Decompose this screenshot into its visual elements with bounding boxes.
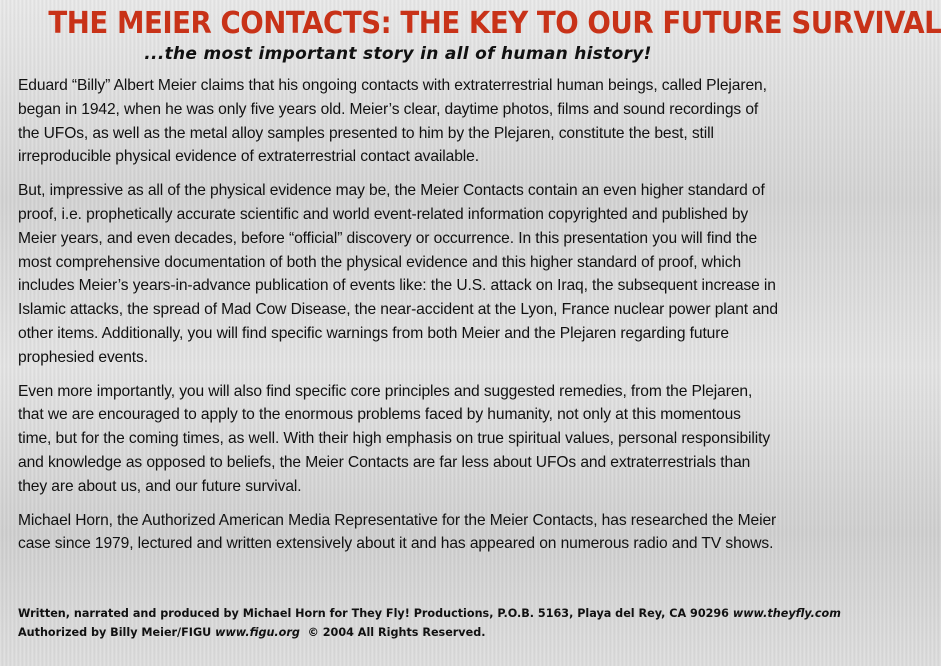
theyfly-link[interactable]: www.theyfly.com [732, 607, 841, 620]
credits-authorization-text: Authorized by Billy Meier/FIGU [18, 626, 216, 639]
credits-line-authorization [18, 623, 778, 642]
paragraph-intro: Eduard “Billy” Albert Meier claims that his ongoing contacts with extraterrestrial human beings, called Plejaren, began in 1942, when he was only five years old. Meier’s clear, daytime photos, films and sound recordings of the UFOs, as well as the metal alloy samples presented to him by the Plejaren, constitute the best, still irreproducible physical evidence of extraterrestrial contact available. [18, 77, 767, 166]
page-subtitle: ...the most important story in all of human history! [144, 44, 652, 64]
document-page [18, 6, 941, 566]
figu-link[interactable]: www.figu.org [215, 626, 300, 639]
credits-line-production [18, 604, 841, 623]
paragraph-proof: But, impressive as all of the physical evidence may be, the Meier Contacts contain an even higher standard of proof, i.e. prophetically accurate scientific and world event-related information copyrighted and published by Meier years, and even decades, before “official” discovery or occurrence. In this presentation you will find the most comprehensive documentation of both the physical evidence and this higher standard of proof, which includes Meier’s years-in-advance publication of events like: the U.S. attack on Iraq, the subsequent increase in Islamic attacks, the spread of Mad Cow Disease, the near-accident at the Lyon, France nuclear power plant and other items. Additionally, you will find specific warnings from both Meier and the Plejaren regarding future prophesied events. [18, 182, 778, 366]
paragraph-author: Michael Horn, the Authorized American Media Representative for the Meier Contacts, has researched the Meier case since 1979, lectured and written extensively about it and has appeared on numerous radio and TV shows. [18, 511, 777, 553]
credits-production-text: Written, narrated and produced by Michael Horn for They Fly! Productions, P.O.B. 5163, Playa del Rey, CA 90296 [18, 607, 733, 620]
paragraph-principles: Even more importantly, you will also find specific core principles and suggested remedies, from the Plejaren, that we are encouraged to apply to the enormous problems faced by humanity, not only at this momentous time, but for the coming times, as well. With their high emphasis on true spiritual values, personal responsibility and knowledge as opposed to beliefs, the Meier Contacts are far less about UFOs and extraterrestrials than they are about us, and our future survival. [18, 382, 771, 495]
page-title: THE MEIER CONTACTS: THE KEY TO OUR FUTURE SURVIVAL [48, 6, 941, 41]
credits-block [18, 604, 841, 642]
copyright-text: © 2004 All Rights Reserved. [299, 626, 486, 639]
